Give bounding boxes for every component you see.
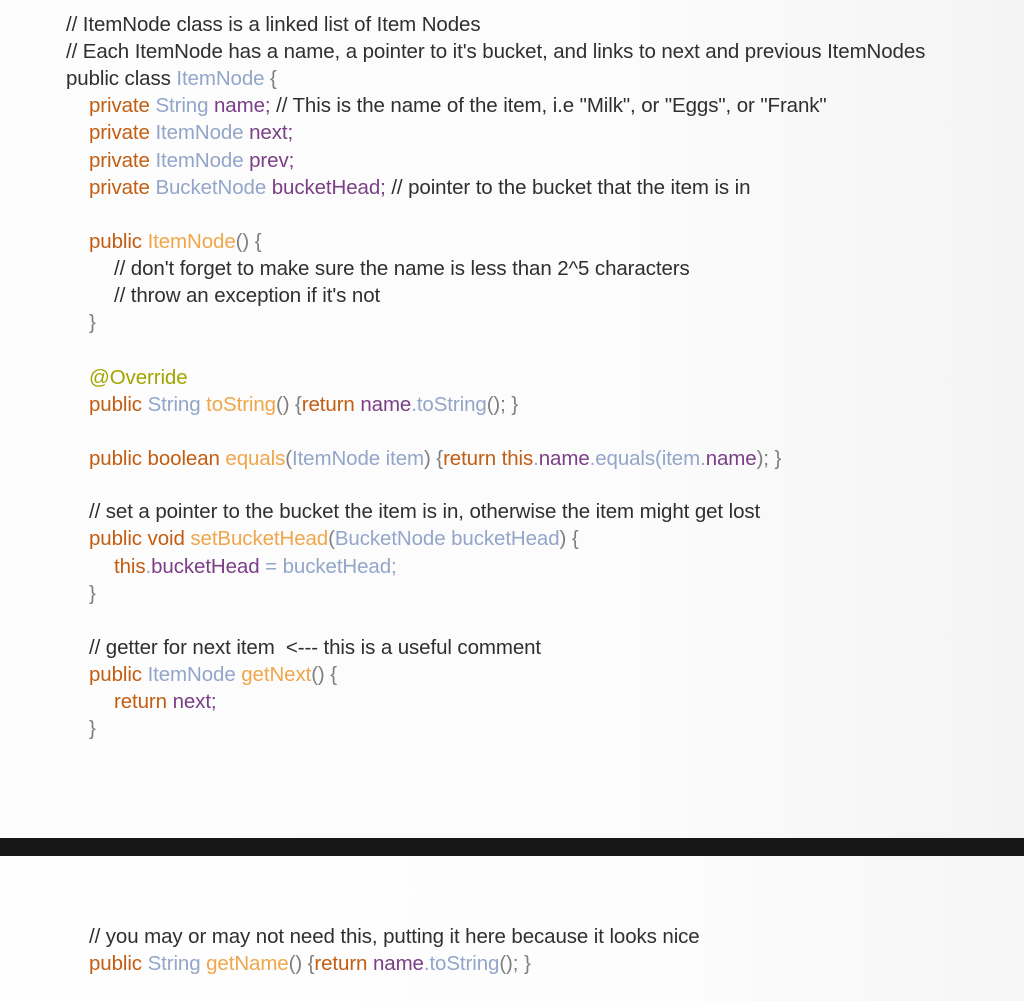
code-line xyxy=(114,554,397,580)
code-line xyxy=(66,66,277,92)
code-token: toString xyxy=(206,393,276,416)
code-token: public void xyxy=(89,527,191,550)
code-token: getName xyxy=(206,952,289,975)
code-token: equals xyxy=(225,447,286,470)
code-token: private xyxy=(89,176,156,199)
code-token: @Override xyxy=(89,366,188,389)
code-token: ) { xyxy=(423,447,444,470)
code-line xyxy=(89,175,750,201)
code-token: ItemNode xyxy=(155,149,250,172)
code-token: // This is the name of the item, i.e "Milk", or "Eggs", or "Frank" xyxy=(276,94,827,117)
code-line xyxy=(89,148,294,174)
code-token: public class xyxy=(66,67,177,90)
code-token: { xyxy=(264,67,277,90)
code-token: public xyxy=(89,952,148,975)
code-token: = bucketHead; xyxy=(259,555,397,578)
code-line xyxy=(89,120,293,146)
code-token: private xyxy=(89,94,156,117)
code-token: ItemNode xyxy=(176,67,265,90)
code-line xyxy=(89,365,188,391)
code-token: () { xyxy=(311,663,337,686)
code-token: () { xyxy=(288,952,315,975)
code-token: } xyxy=(89,582,96,605)
code-token: .equals(item. xyxy=(589,447,706,470)
code-line xyxy=(89,716,96,742)
code-token: . xyxy=(533,447,539,470)
code-token: public xyxy=(89,230,148,253)
code-token: bucketHead xyxy=(151,555,260,578)
code-token: setBucketHead xyxy=(190,527,329,550)
code-token: return xyxy=(314,952,373,975)
code-token: // you may or may not need this, putting it here because it looks nice xyxy=(89,925,700,948)
code-token: // getter for next item <--- this is a useful comment xyxy=(89,636,542,659)
code-token: () { xyxy=(275,393,302,416)
code-line xyxy=(89,924,700,950)
code-token: return xyxy=(301,393,361,416)
code-token: next; xyxy=(249,121,294,144)
code-token: BucketNode xyxy=(155,176,272,199)
code-token: public xyxy=(89,393,148,416)
code-token: () { xyxy=(235,230,262,253)
panel-divider xyxy=(0,838,1024,856)
code-token: ItemNode xyxy=(147,230,236,253)
code-token: public xyxy=(89,663,148,686)
code-token: ); } xyxy=(756,447,782,470)
code-token: next; xyxy=(172,690,217,713)
code-line xyxy=(89,310,96,336)
code-token: public boolean xyxy=(89,447,226,470)
code-token: private xyxy=(89,121,156,144)
code-token: getNext xyxy=(241,663,312,686)
code-token: ItemNode xyxy=(147,663,242,686)
code-line xyxy=(114,283,380,309)
code-token: ( xyxy=(285,447,292,470)
code-token: String xyxy=(155,94,214,117)
code-line xyxy=(89,951,531,977)
code-line xyxy=(89,93,827,119)
code-line xyxy=(114,256,690,282)
code-token: prev; xyxy=(249,149,295,172)
code-token: return xyxy=(114,690,173,713)
code-token: return this xyxy=(443,447,534,470)
code-line xyxy=(89,446,781,472)
code-token: // set a pointer to the bucket the item is in, otherwise the item might get lost xyxy=(89,500,761,523)
code-token: bucketHead; xyxy=(271,176,392,199)
code-line xyxy=(89,526,579,552)
code-line xyxy=(89,662,337,688)
code-token: } xyxy=(89,311,96,334)
code-token: .toString xyxy=(411,393,487,416)
code-token: . xyxy=(145,555,152,578)
code-line xyxy=(89,581,96,607)
code-token: name xyxy=(538,447,590,470)
code-token: ) { xyxy=(559,527,579,550)
code-token: } xyxy=(89,717,96,740)
code-token: // Each ItemNode has a name, a pointer to it's bucket, and links to next and previous ItemNodes xyxy=(66,40,926,63)
code-line xyxy=(66,12,480,38)
code-token: // throw an exception if it's not xyxy=(114,284,381,307)
code-token: (); } xyxy=(499,952,531,975)
code-token: String xyxy=(147,952,207,975)
code-line xyxy=(114,689,217,715)
code-token: name xyxy=(372,952,424,975)
code-line xyxy=(66,39,925,65)
code-line xyxy=(89,229,261,255)
code-token: ; xyxy=(264,94,277,117)
code-token: name xyxy=(705,447,757,470)
code-token: name xyxy=(214,94,265,117)
code-token: // ItemNode class is a linked list of Item Nodes xyxy=(66,13,481,36)
code-token: // pointer to the bucket that the item is in xyxy=(391,176,751,199)
code-token: BucketNode bucketHead xyxy=(334,527,560,550)
code-line xyxy=(89,635,541,661)
code-token: ItemNode xyxy=(155,121,250,144)
code-token: name xyxy=(360,393,412,416)
code-token: // don't forget to make sure the name is less than 2^5 characters xyxy=(114,257,690,280)
code-token: .toString xyxy=(423,952,500,975)
code-token: ( xyxy=(328,527,335,550)
code-token: (); } xyxy=(486,393,519,416)
code-line xyxy=(89,392,518,418)
code-line xyxy=(89,499,760,525)
code-token: ItemNode item xyxy=(291,447,424,470)
code-token: String xyxy=(147,393,207,416)
code-token: private xyxy=(89,149,156,172)
code-token: this xyxy=(114,555,146,578)
